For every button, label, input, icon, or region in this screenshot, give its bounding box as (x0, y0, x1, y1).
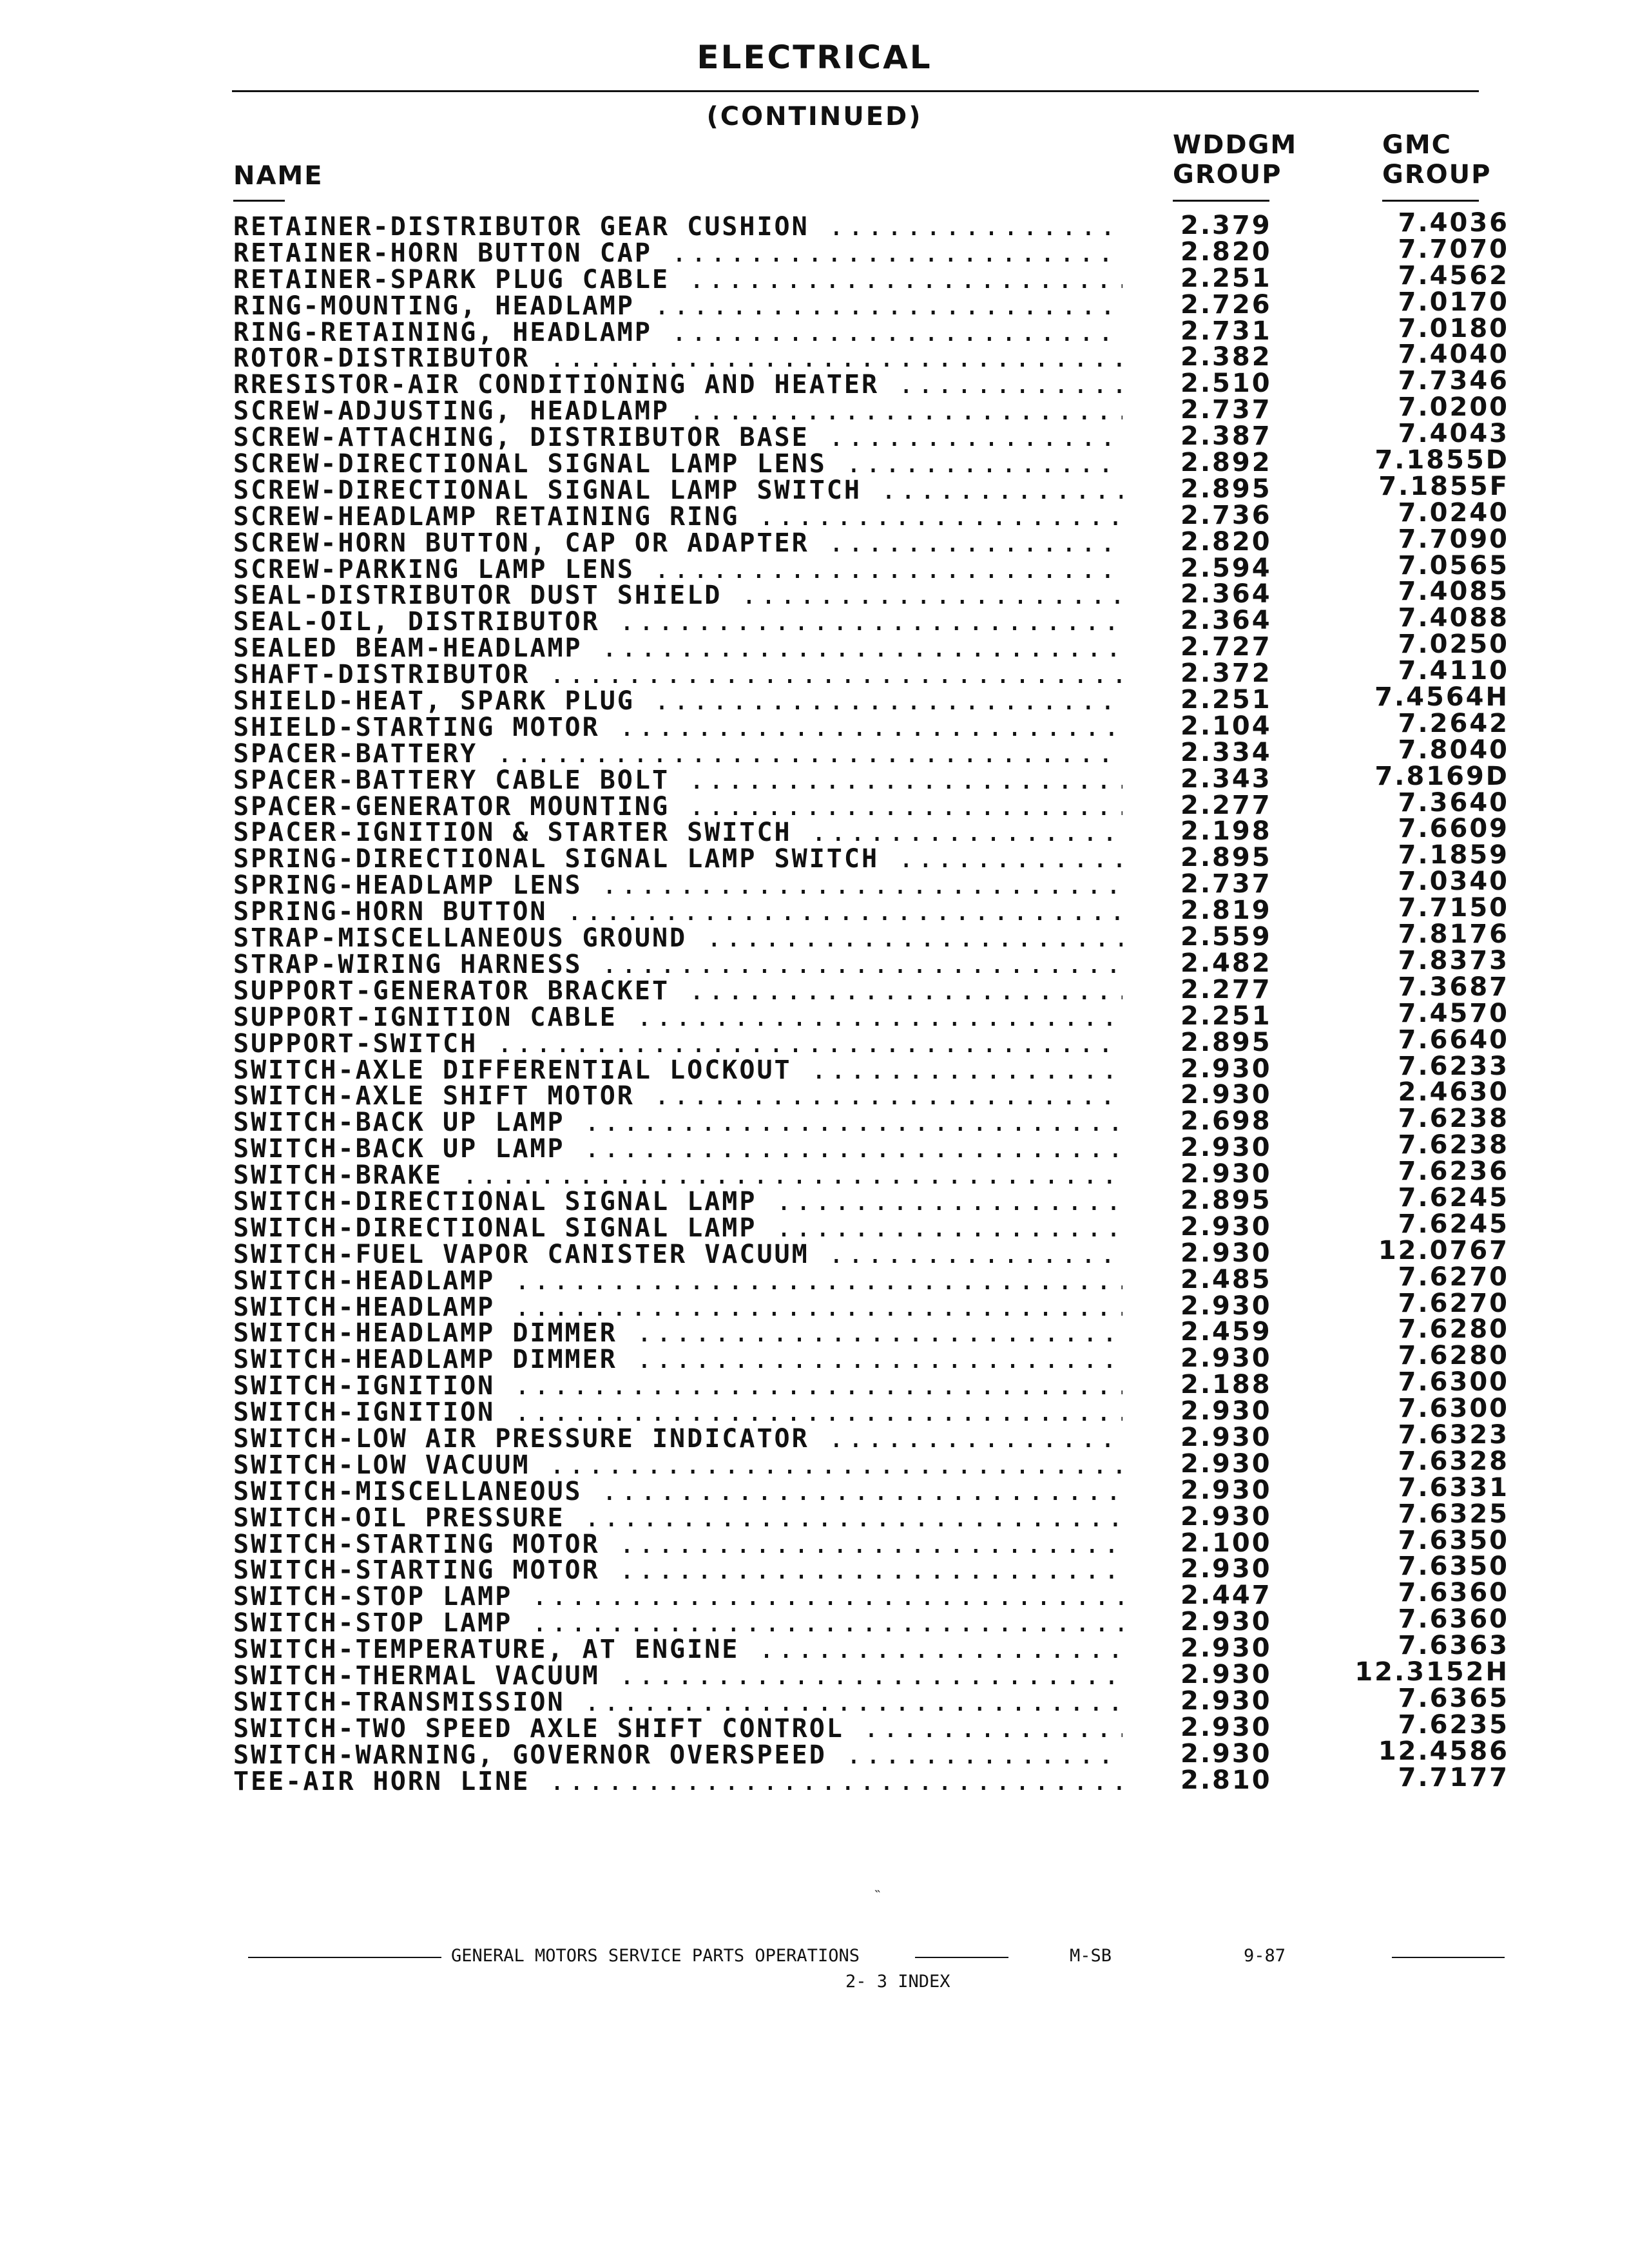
wddgm-group: 2.820 (1181, 236, 1272, 267)
part-name: SCREW-DIRECTIONAL SIGNAL LAMP LENS ..... (233, 451, 1123, 477)
gmc-group: 7.3687 (1398, 972, 1509, 1002)
part-name: STRAP-WIRING HARNESS ..... (233, 952, 1123, 977)
part-name: TEE-AIR HORN LINE ..... (233, 1769, 1123, 1794)
gmc-group: 7.6236 (1398, 1157, 1509, 1187)
gmc-group: 7.4036 (1398, 208, 1509, 238)
wddgm-group: 2.930 (1181, 1396, 1272, 1427)
table-row (233, 260, 1509, 293)
table-row (233, 1683, 1509, 1716)
wddgm-group: 2.930 (1181, 1659, 1272, 1689)
wddgm-group: 2.485 (1181, 1264, 1272, 1294)
footer-rule-mid (915, 1957, 1008, 1958)
table-row (233, 998, 1509, 1031)
wddgm-group: 2.559 (1181, 922, 1272, 952)
gmc-group: 7.8040 (1398, 735, 1509, 765)
part-name: SWITCH-TRANSMISSION ..... (233, 1689, 1123, 1715)
table-row (233, 1051, 1509, 1084)
wddgm-group: 2.104 (1181, 711, 1272, 741)
wddgm-group: 2.930 (1181, 1607, 1272, 1637)
table-row (233, 234, 1509, 267)
gmc-group: 7.0340 (1398, 867, 1509, 897)
column-header-wddgm: WDDGM GROUP (1173, 130, 1298, 189)
wddgm-group: 2.372 (1181, 658, 1272, 689)
part-name: SHAFT-DISTRIBUTOR ..... (233, 662, 1123, 687)
footer-code: M-SB (1070, 1946, 1112, 1966)
part-name: SHIELD-STARTING MOTOR ..... (233, 715, 1123, 740)
table-row (233, 313, 1509, 346)
part-name: SWITCH-IGNITION ..... (233, 1373, 1123, 1399)
table-row (233, 682, 1509, 715)
footer-rule-left (248, 1957, 441, 1958)
gmc-group: 7.8169D (1374, 761, 1509, 791)
gmc-group: 7.1855D (1374, 445, 1509, 476)
table-row (233, 656, 1509, 689)
gmc-group: 7.7070 (1398, 234, 1509, 264)
table-row (233, 1762, 1509, 1795)
part-name: SWITCH-STOP LAMP ..... (233, 1610, 1123, 1636)
wddgm-group: 2.930 (1181, 1475, 1272, 1505)
wddgm-group: 2.895 (1181, 474, 1272, 504)
part-name: SWITCH-BACK UP LAMP ..... (233, 1136, 1123, 1162)
part-name: SHIELD-HEAT, SPARK PLUG ..... (233, 688, 1123, 714)
footer-date: 9-87 (1244, 1946, 1286, 1966)
part-name: SCREW-HORN BUTTON, CAP OR ADAPTER ..... (233, 530, 1123, 556)
gmc-group: 7.6331 (1398, 1472, 1509, 1503)
table-row (233, 1472, 1509, 1505)
continued-label: (CONTINUED) (706, 102, 923, 131)
table-row (233, 972, 1509, 1004)
table-row (233, 761, 1509, 794)
part-name: SCREW-DIRECTIONAL SIGNAL LAMP SWITCH ..... (233, 477, 1123, 503)
table-row (233, 1104, 1509, 1137)
part-name: SEALED BEAM-HEADLAMP ..... (233, 635, 1123, 661)
column-rule-gmc (1382, 200, 1479, 202)
wddgm-group: 2.930 (1181, 1211, 1272, 1242)
table-row (233, 893, 1509, 926)
footer-rule-right (1392, 1957, 1505, 1958)
gmc-group: 7.0200 (1398, 392, 1509, 423)
table-row (233, 1314, 1509, 1347)
part-name: SWITCH-LOW AIR PRESSURE INDICATOR ..... (233, 1426, 1123, 1452)
table-row (233, 1130, 1509, 1163)
gmc-group: 7.6328 (1398, 1446, 1509, 1476)
gmc-group: 7.6300 (1398, 1367, 1509, 1398)
wddgm-group: 2.930 (1181, 1343, 1272, 1374)
table-row (233, 1367, 1509, 1400)
gmc-group: 12.4586 (1378, 1736, 1509, 1766)
table-row (233, 1341, 1509, 1374)
wddgm-group: 2.895 (1181, 1027, 1272, 1057)
table-row (233, 1736, 1509, 1769)
gmc-group: 7.6233 (1398, 1051, 1509, 1081)
table-row (233, 1209, 1509, 1242)
table-row (233, 1157, 1509, 1189)
wddgm-group: 2.382 (1181, 342, 1272, 372)
wddgm-group: 2.930 (1181, 1501, 1272, 1532)
wddgm-group: 2.930 (1181, 1159, 1272, 1189)
gmc-group: 7.4570 (1398, 998, 1509, 1028)
wddgm-group: 2.698 (1181, 1106, 1272, 1137)
table-row (233, 867, 1509, 899)
part-name: SPACER-BATTERY ..... (233, 741, 1123, 767)
table-row (233, 1709, 1509, 1742)
gmc-group: 7.6238 (1398, 1130, 1509, 1160)
wddgm-group: 2.100 (1181, 1528, 1272, 1558)
page-title: ELECTRICAL (697, 39, 932, 76)
part-name: SWITCH-DIRECTIONAL SIGNAL LAMP ..... (233, 1189, 1123, 1215)
part-name: SWITCH-STOP LAMP ..... (233, 1584, 1123, 1610)
gmc-group: 7.1855F (1378, 471, 1509, 501)
part-name: SWITCH-BACK UP LAMP ..... (233, 1110, 1123, 1135)
wddgm-group: 2.364 (1181, 579, 1272, 610)
gmc-group: 7.6270 (1398, 1262, 1509, 1292)
part-name: SWITCH-LOW VACUUM ..... (233, 1452, 1123, 1478)
gmc-group: 7.0180 (1398, 313, 1509, 343)
wddgm-group: 2.343 (1181, 764, 1272, 794)
table-row (233, 287, 1509, 320)
gmc-group: 7.7177 (1398, 1762, 1509, 1792)
column-header-gmc: GMC GROUP (1382, 130, 1492, 189)
gmc-group: 7.6300 (1398, 1394, 1509, 1424)
wddgm-group: 2.737 (1181, 395, 1272, 425)
wddgm-group: 2.334 (1181, 737, 1272, 767)
gmc-group: 7.0565 (1398, 550, 1509, 581)
gmc-group: 7.4564H (1374, 682, 1509, 713)
table-row (233, 1182, 1509, 1215)
gmc-group: 7.6325 (1398, 1499, 1509, 1529)
part-name: SWITCH-HEADLAMP DIMMER ..... (233, 1320, 1123, 1346)
wddgm-group: 2.482 (1181, 948, 1272, 978)
part-name: SWITCH-BRAKE ..... (233, 1162, 1123, 1188)
part-name: RETAINER-SPARK PLUG CABLE ..... (233, 267, 1123, 293)
gmc-group: 7.4043 (1398, 419, 1509, 449)
scan-mark: ˵ (875, 1882, 880, 1898)
wddgm-group: 2.251 (1181, 1001, 1272, 1031)
part-name: SWITCH-FUEL VAPOR CANISTER VACUUM ..... (233, 1242, 1123, 1267)
part-name: SCREW-ATTACHING, DISTRIBUTOR BASE ..... (233, 425, 1123, 450)
gmc-group: 7.6363 (1398, 1631, 1509, 1661)
wddgm-group: 2.594 (1181, 553, 1272, 583)
wddgm-group: 2.930 (1181, 1238, 1272, 1268)
part-name: SWITCH-TWO SPEED AXLE SHIFT CONTROL ..... (233, 1716, 1123, 1742)
wddgm-group: 2.895 (1181, 843, 1272, 873)
wddgm-group: 2.930 (1181, 1738, 1272, 1769)
wddgm-group: 2.387 (1181, 421, 1272, 452)
gmc-group: 12.3152H (1354, 1657, 1509, 1687)
part-name: SUPPORT-SWITCH ..... (233, 1031, 1123, 1057)
gmc-group: 7.7346 (1398, 366, 1509, 396)
table-row (233, 1657, 1509, 1689)
wddgm-group: 2.810 (1181, 1765, 1272, 1795)
gmc-group: 7.6365 (1398, 1683, 1509, 1713)
part-name: SWITCH-IGNITION ..... (233, 1399, 1123, 1425)
table-row (233, 366, 1509, 399)
part-name: RING-MOUNTING, HEADLAMP ..... (233, 293, 1123, 319)
column-header-name: NAME (233, 161, 323, 191)
wddgm-group: 2.930 (1181, 1422, 1272, 1452)
gmc-group: 7.6640 (1398, 1024, 1509, 1055)
part-name: SCREW-PARKING LAMP LENS ..... (233, 557, 1123, 582)
gmc-group: 7.2642 (1398, 708, 1509, 738)
wddgm-group: 2.364 (1181, 606, 1272, 636)
table-row (233, 419, 1509, 452)
table-row (233, 840, 1509, 873)
gmc-group: 7.0250 (1398, 629, 1509, 660)
gmc-group: 7.7090 (1398, 524, 1509, 554)
gmc-group: 7.6245 (1398, 1182, 1509, 1213)
wddgm-group: 2.930 (1181, 1133, 1272, 1163)
part-name: RRESISTOR-AIR CONDITIONING AND HEATER ..... (233, 372, 1123, 398)
gmc-group: 7.6360 (1398, 1604, 1509, 1635)
table-row (233, 629, 1509, 662)
gmc-group: 7.4562 (1398, 260, 1509, 291)
wddgm-group: 2.930 (1181, 1554, 1272, 1584)
gmc-group: 7.6360 (1398, 1578, 1509, 1608)
gmc-group: 2.4630 (1398, 1077, 1509, 1108)
table-row (233, 1235, 1509, 1268)
wddgm-group: 2.510 (1181, 369, 1272, 399)
part-name: SPACER-BATTERY CABLE BOLT ..... (233, 767, 1123, 793)
table-row (233, 735, 1509, 767)
column-rule-name (233, 200, 285, 202)
part-name: SWITCH-STARTING MOTOR ..... (233, 1532, 1123, 1557)
wddgm-group: 2.379 (1181, 211, 1272, 240)
wddgm-group: 2.895 (1181, 1185, 1272, 1215)
table-row (233, 497, 1509, 530)
gmc-group: 7.6238 (1398, 1104, 1509, 1134)
gmc-group: 12.0767 (1378, 1235, 1509, 1265)
table-row (233, 1499, 1509, 1532)
part-name: ROTOR-DISTRIBUTOR ..... (233, 345, 1123, 371)
gmc-group: 7.4040 (1398, 340, 1509, 370)
wddgm-group: 2.188 (1181, 1370, 1272, 1400)
gmc-group: 7.6350 (1398, 1525, 1509, 1555)
gmc-group: 7.0170 (1398, 287, 1509, 317)
table-row (233, 1262, 1509, 1294)
wddgm-group: 2.727 (1181, 632, 1272, 662)
table-row (233, 1631, 1509, 1664)
wddgm-group: 2.930 (1181, 1080, 1272, 1110)
wddgm-group: 2.726 (1181, 289, 1272, 320)
wddgm-group: 2.737 (1181, 869, 1272, 899)
gmc-group: 7.7150 (1398, 893, 1509, 923)
part-name: SCREW-HEADLAMP RETAINING RING ..... (233, 504, 1123, 530)
parts-table (233, 208, 1509, 1795)
gmc-group: 7.8373 (1398, 945, 1509, 975)
table-row (233, 1288, 1509, 1321)
part-name: SUPPORT-GENERATOR BRACKET ..... (233, 978, 1123, 1004)
wddgm-group: 2.251 (1181, 685, 1272, 715)
gmc-group: 7.6270 (1398, 1288, 1509, 1318)
wddgm-group: 2.930 (1181, 1686, 1272, 1716)
wddgm-group: 2.820 (1181, 526, 1272, 557)
table-row (233, 1525, 1509, 1558)
table-row (233, 340, 1509, 372)
part-name: RETAINER-HORN BUTTON CAP ..... (233, 240, 1123, 266)
table-row (233, 603, 1509, 636)
table-row (233, 471, 1509, 504)
part-name: SWITCH-AXLE DIFFERENTIAL LOCKOUT ..... (233, 1057, 1123, 1083)
wddgm-group: 2.277 (1181, 974, 1272, 1004)
part-name: SWITCH-AXLE SHIFT MOTOR ..... (233, 1083, 1123, 1109)
table-row (233, 814, 1509, 847)
table-row (233, 1552, 1509, 1584)
part-name: SPACER-GENERATOR MOUNTING ..... (233, 794, 1123, 820)
part-name: STRAP-MISCELLANEOUS GROUND ..... (233, 925, 1123, 951)
part-name: SWITCH-DIRECTIONAL SIGNAL LAMP ..... (233, 1215, 1123, 1241)
wddgm-group: 2.198 (1181, 816, 1272, 847)
gmc-group: 7.6323 (1398, 1419, 1509, 1450)
gmc-group: 7.6235 (1398, 1709, 1509, 1740)
wddgm-group: 2.447 (1181, 1581, 1272, 1611)
gmc-group: 7.1859 (1398, 840, 1509, 870)
table-row (233, 1604, 1509, 1637)
table-row (233, 1024, 1509, 1057)
part-name: SEAL-DISTRIBUTOR DUST SHIELD ..... (233, 582, 1123, 608)
table-row (233, 524, 1509, 557)
part-name: SPACER-IGNITION & STARTER SWITCH ..... (233, 820, 1123, 845)
wddgm-group: 2.736 (1181, 500, 1272, 530)
part-name: SPRING-DIRECTIONAL SIGNAL LAMP SWITCH ..... (233, 846, 1123, 872)
part-name: SWITCH-HEADLAMP ..... (233, 1294, 1123, 1320)
table-row (233, 550, 1509, 583)
footer-org: GENERAL MOTORS SERVICE PARTS OPERATIONS (451, 1946, 860, 1966)
part-name: SWITCH-HEADLAMP ..... (233, 1268, 1123, 1294)
gmc-group: 7.6350 (1398, 1552, 1509, 1582)
gmc-group: 7.4088 (1398, 603, 1509, 633)
wddgm-group: 2.251 (1181, 263, 1272, 293)
gmc-group: 7.3640 (1398, 787, 1509, 818)
part-name: SWITCH-WARNING, GOVERNOR OVERSPEED ..... (233, 1742, 1123, 1768)
table-row (233, 1446, 1509, 1479)
part-name: SPRING-HEADLAMP LENS ..... (233, 872, 1123, 898)
part-name: SWITCH-STARTING MOTOR ..... (233, 1557, 1123, 1583)
wddgm-group: 2.892 (1181, 448, 1272, 478)
gmc-group: 7.6245 (1398, 1209, 1509, 1239)
footer-page: 2- 3 INDEX (845, 1972, 950, 1992)
wddgm-group: 2.930 (1181, 1712, 1272, 1742)
table-row (233, 208, 1509, 240)
title-rule (232, 90, 1479, 92)
table-row (233, 1419, 1509, 1452)
gmc-group: 7.0240 (1398, 497, 1509, 528)
table-row (233, 1077, 1509, 1110)
table-row (233, 392, 1509, 425)
gmc-group: 7.6280 (1398, 1341, 1509, 1371)
wddgm-group: 2.930 (1181, 1053, 1272, 1084)
table-row (233, 1578, 1509, 1611)
table-row (233, 1394, 1509, 1427)
part-name: SWITCH-MISCELLANEOUS ..... (233, 1479, 1123, 1504)
part-name: SEAL-OIL, DISTRIBUTOR ..... (233, 609, 1123, 635)
gmc-group: 7.4110 (1398, 656, 1509, 686)
part-name: RETAINER-DISTRIBUTOR GEAR CUSHION ..... (233, 214, 1123, 240)
wddgm-group: 2.277 (1181, 790, 1272, 820)
wddgm-group: 2.930 (1181, 1448, 1272, 1479)
table-row (233, 445, 1509, 478)
wddgm-group: 2.930 (1181, 1291, 1272, 1321)
wddgm-group: 2.731 (1181, 316, 1272, 346)
part-name: SWITCH-HEADLAMP DIMMER ..... (233, 1347, 1123, 1372)
wddgm-group: 2.819 (1181, 896, 1272, 926)
part-name: SPRING-HORN BUTTON ..... (233, 899, 1123, 925)
column-rule-wddgm (1173, 200, 1269, 202)
gmc-group: 7.6280 (1398, 1314, 1509, 1345)
part-name: SWITCH-OIL PRESSURE ..... (233, 1505, 1123, 1531)
table-row (233, 708, 1509, 741)
table-row (233, 787, 1509, 820)
part-name: SUPPORT-IGNITION CABLE ..... (233, 1004, 1123, 1030)
gmc-group: 7.4085 (1398, 577, 1509, 607)
table-row (233, 919, 1509, 952)
part-name: SWITCH-TEMPERATURE, AT ENGINE ..... (233, 1637, 1123, 1662)
part-name: SCREW-ADJUSTING, HEADLAMP ..... (233, 398, 1123, 424)
gmc-group: 7.8176 (1398, 919, 1509, 950)
table-row (233, 577, 1509, 610)
part-name: SWITCH-THERMAL VACUUM ..... (233, 1663, 1123, 1689)
gmc-group: 7.6609 (1398, 814, 1509, 844)
part-name: RING-RETAINING, HEADLAMP ..... (233, 320, 1123, 345)
wddgm-group: 2.459 (1181, 1317, 1272, 1347)
table-row (233, 945, 1509, 978)
wddgm-group: 2.930 (1181, 1633, 1272, 1664)
